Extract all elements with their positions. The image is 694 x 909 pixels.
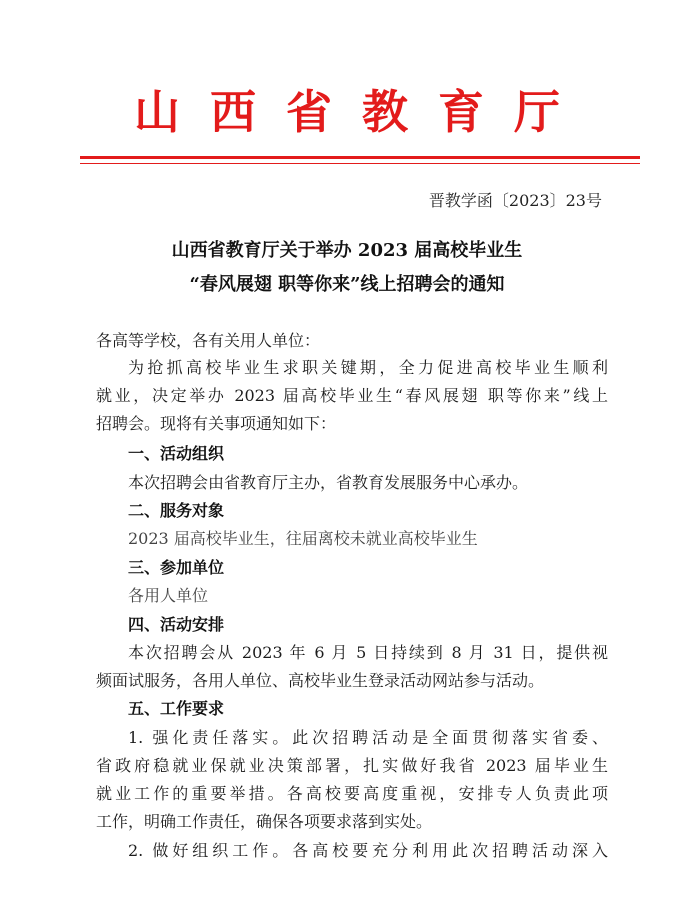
requirements-line-2: 省政府稳就业保就业决策部署，扎实做好我省 2023 届毕业生 <box>96 756 608 775</box>
section-text-participants: 各用人单位 <box>128 586 209 605</box>
section-heading-organization: 一、活动组织 <box>128 444 225 463</box>
requirements-line-5: 2. 做好组织工作。各高校要充分利用此次招聘活动深入 <box>128 841 608 860</box>
salutation: 各高等学校，各有关用人单位： <box>96 331 321 350</box>
masthead-title: 山西省教育厅 <box>134 85 590 139</box>
section-heading-requirements: 五、工作要求 <box>128 699 225 718</box>
document-number: 晋教学函〔2023〕23号 <box>428 191 602 210</box>
section-text-schedule-line-1: 本次招聘会从 2023 年 6 月 5 日持续到 8 月 31 日，提供视 <box>128 643 608 662</box>
intro-line-3: 招聘会。现将有关事项通知如下： <box>96 414 337 433</box>
document-title-line-2: “春风展翅 职等你来”线上招聘会的通知 <box>189 274 505 295</box>
document-title-line-1: 山西省教育厅关于举办 2023 届高校毕业生 <box>171 240 523 261</box>
section-heading-schedule: 四、活动安排 <box>128 615 225 634</box>
intro-line-2: 就业，决定举办 2023 届高校毕业生“春风展翅 职等你来”线上 <box>96 386 608 405</box>
requirements-line-1: 1. 强化责任落实。此次招聘活动是全面贯彻落实省委、 <box>128 728 608 747</box>
masthead-rule-thin <box>80 163 640 164</box>
section-heading-participants: 三、参加单位 <box>128 558 225 577</box>
section-text-schedule-line-2: 频面试服务，各用人单位、高校毕业生登录活动网站参与活动。 <box>96 671 545 690</box>
section-text-audience: 2023 届高校毕业生，往届离校未就业高校毕业生 <box>128 529 478 548</box>
requirements-line-3: 就业工作的重要举措。各高校要高度重视，安排专人负责此项 <box>96 784 608 803</box>
requirements-line-4: 工作，明确工作责任，确保各项要求落到实处。 <box>96 812 433 831</box>
masthead-rule-thick <box>80 156 640 159</box>
intro-line-1: 为抢抓高校毕业生求职关键期，全力促进高校毕业生顺利 <box>128 358 608 377</box>
section-heading-audience: 二、服务对象 <box>128 501 225 520</box>
section-text-organization: 本次招聘会由省教育厅主办，省教育发展服务中心承办。 <box>128 473 529 492</box>
